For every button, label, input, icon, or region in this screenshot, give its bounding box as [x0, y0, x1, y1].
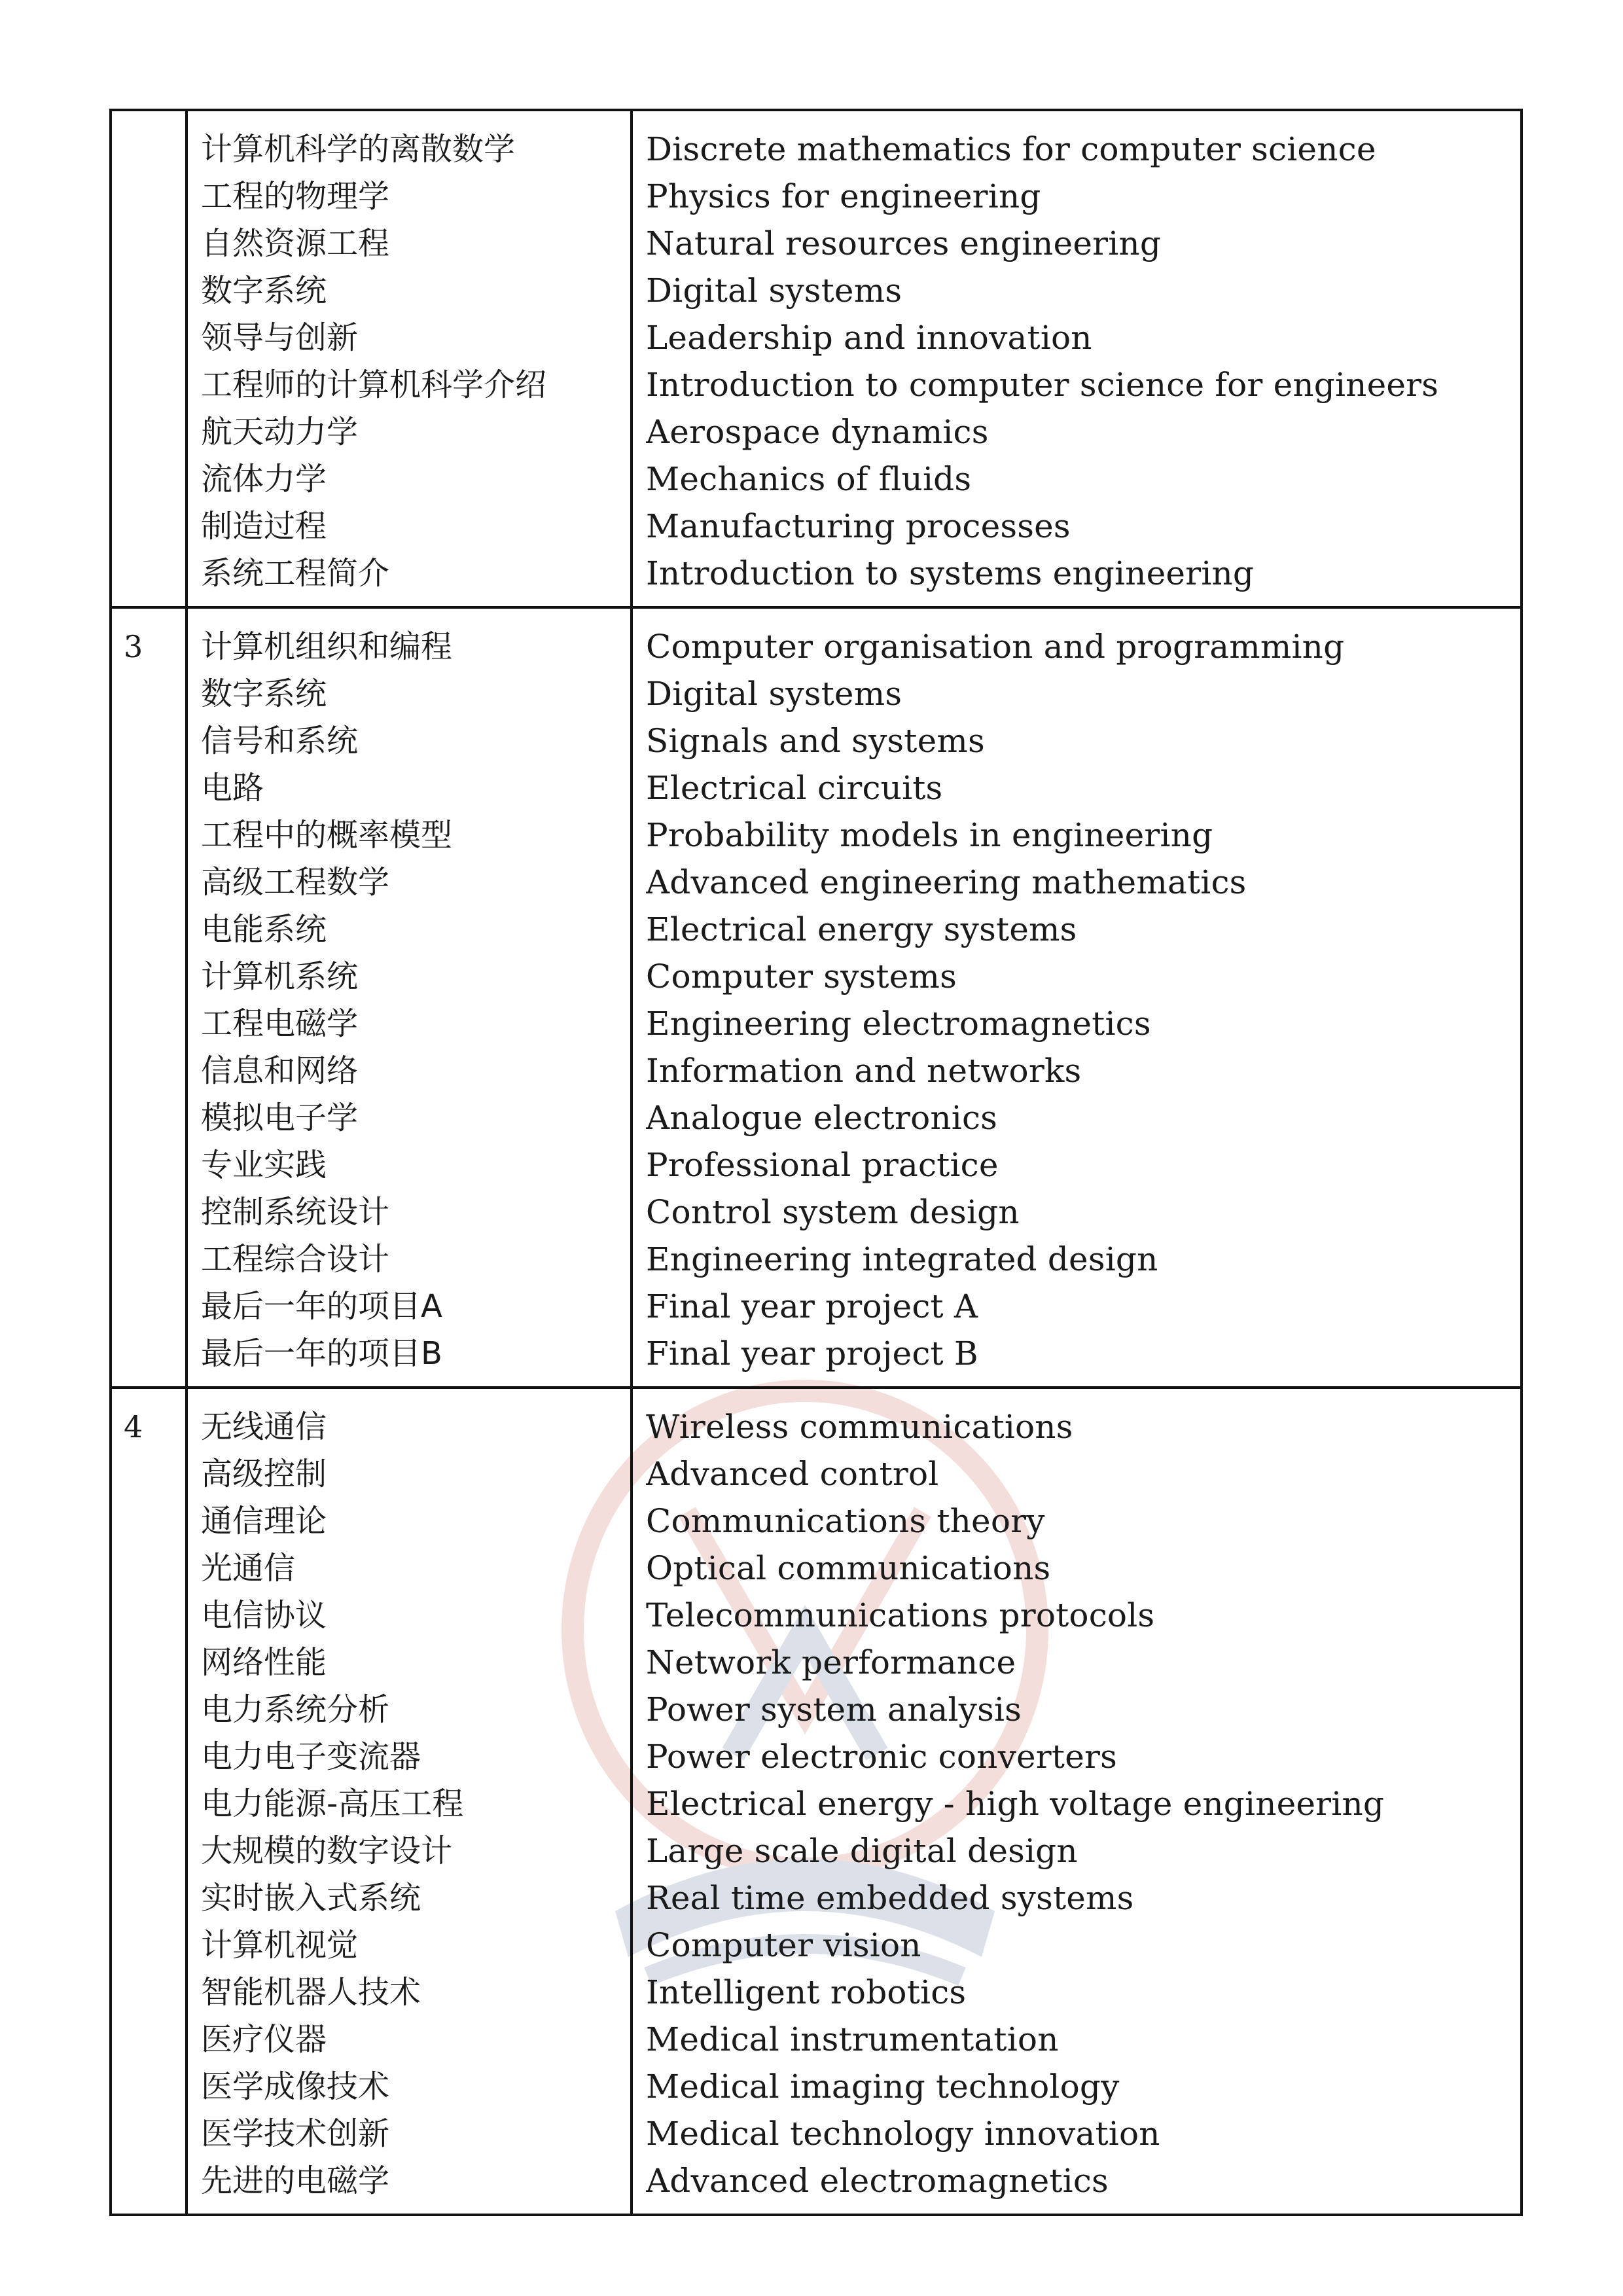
course-name-en: Electrical energy - high voltage engineering [646, 1785, 1385, 1823]
english-course-cell [632, 1388, 1522, 2215]
course-table [109, 109, 1523, 2216]
course-name-en: Advanced electromagnetics [646, 2162, 1109, 2200]
course-name-en: Manufacturing processes [646, 507, 1071, 545]
course-name-zh: 信号和系统 [201, 723, 359, 759]
course-name-zh: 高级控制 [201, 1456, 327, 1492]
chinese-course-cell [187, 110, 632, 607]
table-row [111, 110, 1522, 607]
chinese-course-cell [187, 607, 632, 1388]
english-course-cell [632, 607, 1522, 1388]
table-row [111, 607, 1522, 1388]
course-name-zh: 医疗仪器 [201, 2021, 327, 2058]
course-name-en: Introduction to computer science for engineers [646, 366, 1439, 404]
course-name-en: Analogue electronics [646, 1099, 998, 1137]
course-name-en: Engineering integrated design [646, 1240, 1158, 1278]
course-name-en: Optical communications [646, 1549, 1051, 1587]
course-name-zh: 信息和网络 [201, 1052, 359, 1089]
course-name-en: Wireless communications [646, 1408, 1073, 1446]
course-name-en: Natural resources engineering [646, 224, 1162, 262]
course-name-zh: 工程的物理学 [201, 178, 390, 215]
course-name-en: Physics for engineering [646, 177, 1041, 215]
course-name-zh: 最后一年的项目B [201, 1335, 442, 1372]
course-name-en: Information and networks [646, 1052, 1082, 1090]
course-name-en: Aerospace dynamics [646, 413, 989, 451]
course-name-zh: 最后一年的项目A [201, 1288, 442, 1325]
course-name-en: Large scale digital design [646, 1832, 1078, 1870]
course-name-zh: 流体力学 [201, 461, 327, 497]
course-name-en: Electrical circuits [646, 769, 943, 807]
course-name-zh: 电信协议 [201, 1597, 327, 1634]
course-name-zh: 大规模的数字设计 [201, 1833, 453, 1869]
course-name-zh: 工程电磁学 [201, 1005, 359, 1042]
course-name-zh: 计算机科学的离散数学 [201, 131, 516, 168]
course-name-zh: 专业实践 [201, 1147, 327, 1183]
course-name-en: Engineering electromagnetics [646, 1005, 1151, 1043]
course-name-en: Power system analysis [646, 1691, 1022, 1729]
course-name-en: Computer organisation and programming [646, 628, 1345, 666]
course-table-body [111, 110, 1522, 2215]
course-name-zh: 实时嵌入式系统 [201, 1880, 421, 1916]
course-name-zh: 电力能源-高压工程 [201, 1785, 464, 1822]
course-name-en: Medical technology innovation [646, 2115, 1160, 2153]
course-name-zh: 网络性能 [201, 1644, 327, 1681]
course-name-zh: 工程综合设计 [201, 1241, 390, 1278]
course-name-zh: 自然资源工程 [201, 225, 390, 262]
course-name-zh: 无线通信 [201, 1408, 327, 1445]
course-name-zh: 系统工程简介 [201, 555, 390, 592]
course-name-zh: 工程师的计算机科学介绍 [201, 367, 547, 403]
course-name-zh: 电力系统分析 [201, 1691, 390, 1728]
course-name-zh: 领导与创新 [201, 319, 359, 356]
course-name-zh: 高级工程数学 [201, 864, 390, 901]
course-name-zh: 医学技术创新 [201, 2115, 390, 2152]
course-name-en: Computer vision [646, 1926, 921, 1964]
course-name-en: Network performance [646, 1643, 1016, 1681]
course-name-en: Advanced control [646, 1455, 939, 1493]
course-name-en: Leadership and innovation [646, 319, 1092, 357]
course-name-zh: 航天动力学 [201, 414, 359, 450]
course-name-en: Probability models in engineering [646, 816, 1213, 854]
course-name-en: Power electronic converters [646, 1738, 1117, 1776]
course-name-en: Advanced engineering mathematics [646, 863, 1247, 901]
table-row [111, 1388, 1522, 2215]
course-name-zh: 模拟电子学 [201, 1100, 359, 1136]
course-name-en: Medical imaging technology [646, 2068, 1120, 2106]
course-name-zh: 计算机视觉 [201, 1927, 359, 1964]
course-name-zh: 医学成像技术 [201, 2068, 390, 2105]
course-name-zh: 控制系统设计 [201, 1194, 390, 1230]
course-name-zh: 数字系统 [201, 675, 327, 712]
course-name-en: Digital systems [646, 675, 902, 713]
english-course-cell [632, 110, 1522, 607]
course-name-zh: 智能机器人技术 [201, 1974, 421, 2011]
course-name-en: Control system design [646, 1193, 1020, 1231]
course-name-en: Mechanics of fluids [646, 460, 972, 498]
course-name-en: Intelligent robotics [646, 1973, 967, 2011]
course-name-en: Final year project A [646, 1287, 978, 1325]
course-name-zh: 先进的电磁学 [201, 2162, 390, 2199]
year-cell: 4 [111, 1388, 187, 2215]
course-name-zh: 工程中的概率模型 [201, 817, 453, 853]
course-name-zh: 计算机组织和编程 [201, 628, 453, 665]
course-name-en: Electrical energy systems [646, 910, 1077, 948]
course-name-en: Telecommunications protocols [646, 1596, 1155, 1634]
course-name-en: Discrete mathematics for computer science [646, 130, 1376, 168]
course-name-en: Professional practice [646, 1146, 999, 1184]
course-name-zh: 电能系统 [201, 911, 327, 948]
chinese-course-cell [187, 1388, 632, 2215]
course-name-en: Communications theory [646, 1502, 1045, 1540]
course-name-zh: 电力电子变流器 [201, 1738, 421, 1775]
course-name-en: Computer systems [646, 958, 957, 996]
year-cell [111, 110, 187, 607]
course-name-zh: 数字系统 [201, 272, 327, 309]
course-name-zh: 光通信 [201, 1550, 296, 1587]
course-name-en: Medical instrumentation [646, 2020, 1059, 2058]
course-name-en: Signals and systems [646, 722, 985, 760]
course-name-zh: 电路 [201, 770, 264, 806]
course-name-zh: 制造过程 [201, 508, 327, 545]
course-name-en: Introduction to systems engineering [646, 554, 1255, 592]
course-name-en: Real time embedded systems [646, 1879, 1134, 1917]
course-name-en: Final year project B [646, 1335, 978, 1372]
course-name-zh: 通信理论 [201, 1503, 327, 1539]
course-name-en: Digital systems [646, 272, 902, 310]
year-cell: 3 [111, 607, 187, 1388]
course-name-zh: 计算机系统 [201, 958, 359, 995]
